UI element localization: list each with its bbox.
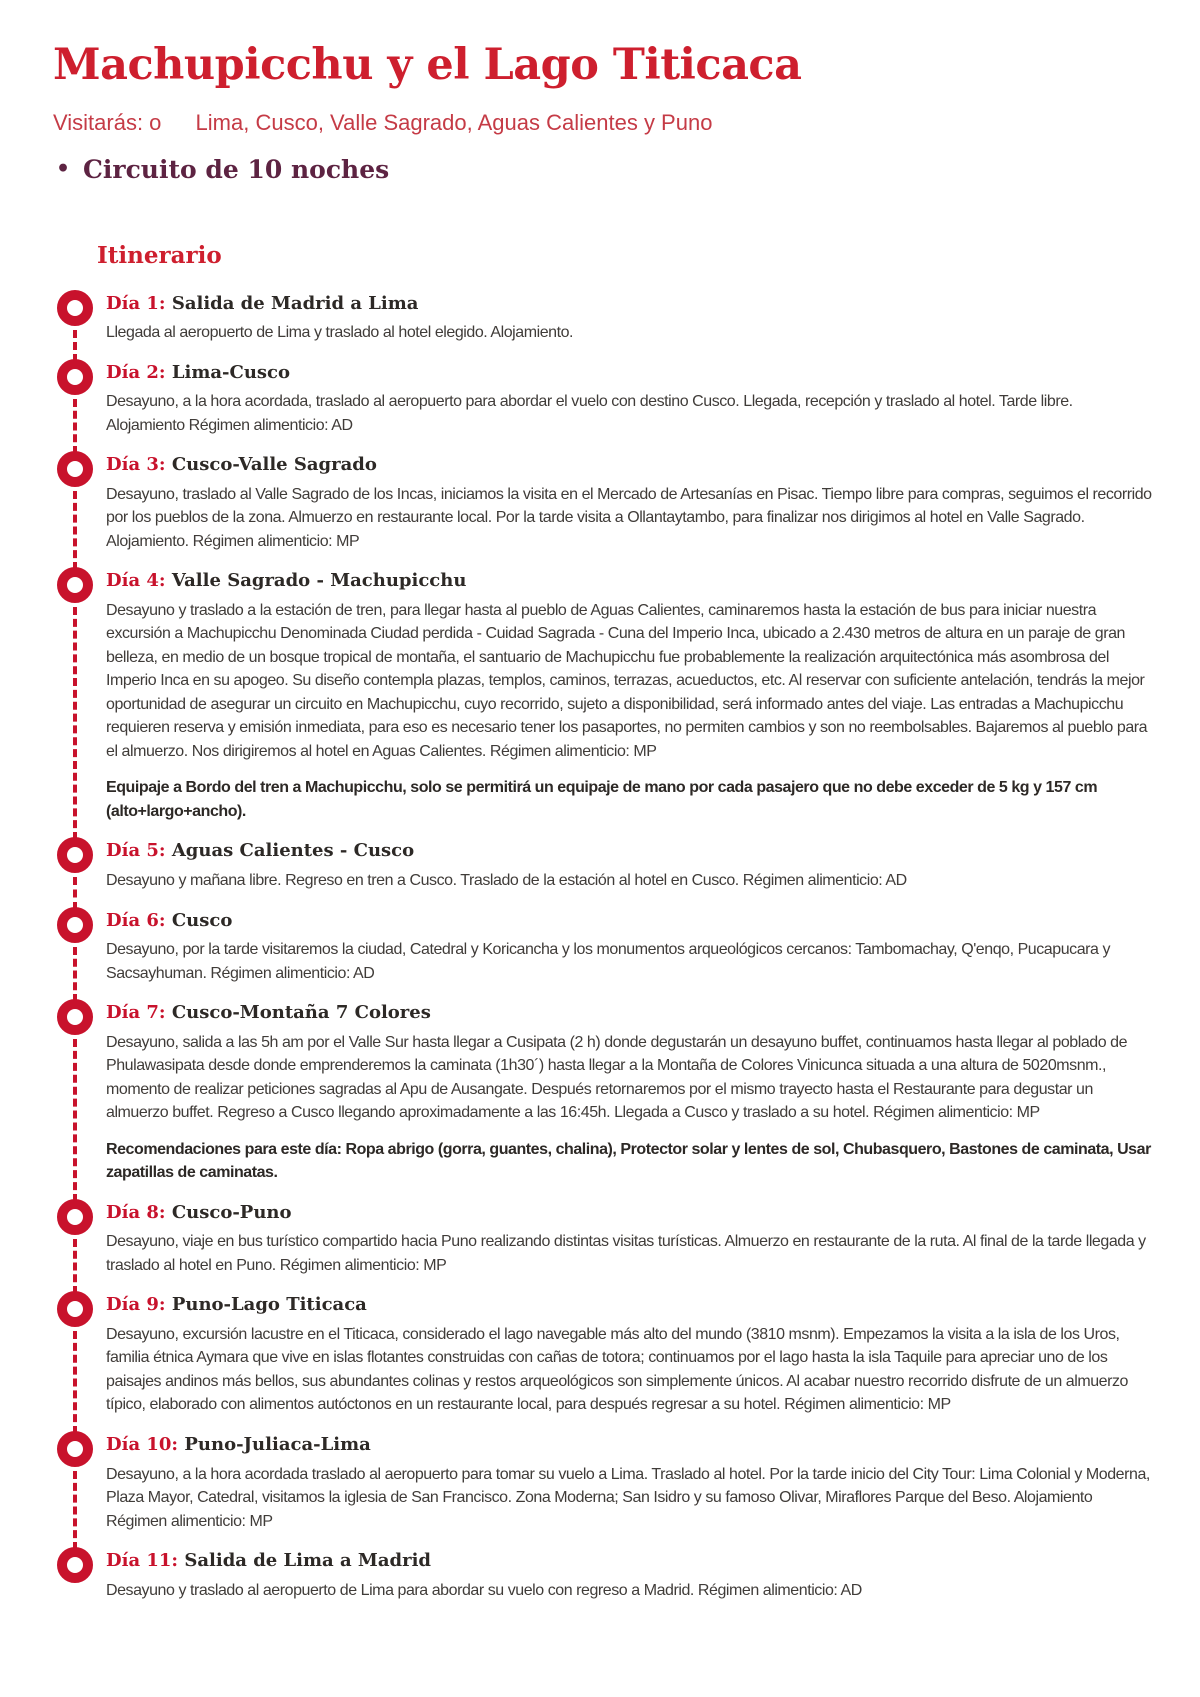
timeline-marker-column <box>53 1294 97 1434</box>
day-description: Desayuno, excursión lacustre en el Titicaca, considerado el lago navegable más alto del mundo (3810 msnm). Empezamos la visita a la isla de los Uros, familia étnica Aymara que vive en islas flotantes construidas con cañas de totora; continuamos por el lago hasta la isla Taquile para apreciar uno de los paisajes andinos más bellos, sus abundantes colinas y restos arqueológicos son simplemente únicos. Al acabar nuestro recorrido disfrute de un almuerzo típico, elaborado con alimentos autóctonos en un restaurante local, para después regresar a su hotel. Régimen alimenticio: MP <box>106 1325 1128 1414</box>
day-content <box>97 1550 1152 1619</box>
day-description: Desayuno, traslado al Valle Sagrado de los Incas, iniciamos la visita en el Mercado de Artesanías en Pisac. Tiempo libre para compras, seguimos el recorrido por los pueblos de la zona. Almuerzo en restaurante local. Por la tarde visita a Ollantaytambo, para finalizar nos dirigimos al hotel en Valle Sagrado. Alojamiento. Régimen alimenticio: MP <box>106 485 1152 550</box>
timeline-day-marker-icon <box>57 290 93 326</box>
circuit-line <box>53 155 1152 184</box>
day-description: Llegada al aeropuerto de Lima y traslado al hotel elegido. Alojamiento. <box>106 324 574 342</box>
day-header <box>106 454 1152 476</box>
timeline-day-marker-icon <box>57 1547 93 1583</box>
timeline-day-marker-icon <box>57 359 93 395</box>
itinerary-day-item <box>53 1294 1152 1434</box>
timeline-day-marker-icon <box>57 567 93 603</box>
timeline-connector-line <box>73 399 77 455</box>
day-content <box>97 1002 1152 1202</box>
timeline-marker-column <box>53 1002 97 1202</box>
day-note: Equipaje a Bordo del tren a Machupicchu, solo se permitirá un equipaje de mano por cada pasajero que no debe exceder de 5 kg y 157 cm (alto+largo+ancho). <box>106 779 1098 820</box>
timeline-day-marker-icon <box>57 1291 93 1327</box>
timeline-marker-column <box>53 1202 97 1295</box>
day-title: Aguas Calientes - Cusco <box>171 840 415 862</box>
itinerary-day-item <box>53 1434 1152 1550</box>
timeline-marker-column <box>53 293 97 362</box>
day-label: Día 5: <box>106 840 166 862</box>
page-title: Machupicchu y el Lago Titicaca <box>53 40 802 90</box>
itinerary-day-item <box>53 293 1152 362</box>
timeline-day-marker-icon <box>57 907 93 943</box>
day-header <box>106 1434 1152 1456</box>
timeline-connector-line <box>73 947 77 1003</box>
day-header <box>106 1550 1152 1572</box>
day-description: Desayuno y mañana libre. Regreso en tren a Cusco. Traslado de la estación al hotel en Cusco. Régimen alimenticio: AD <box>106 872 907 890</box>
timeline-marker-column <box>53 362 97 455</box>
itinerary-day-item <box>53 910 1152 1003</box>
day-header <box>106 910 1152 932</box>
day-title: Lima-Cusco <box>171 361 291 383</box>
day-header <box>106 1294 1152 1316</box>
day-label: Día 6: <box>106 909 166 931</box>
timeline-day-marker-icon <box>57 999 93 1035</box>
day-content <box>97 454 1152 570</box>
day-title: Cusco <box>171 909 233 931</box>
timeline-connector-line <box>73 877 77 909</box>
timeline-connector-line <box>73 1471 77 1550</box>
itinerary-day-item <box>53 570 1152 840</box>
day-label: Día 9: <box>106 1294 166 1316</box>
itinerary-heading: Itinerario <box>97 241 222 269</box>
day-label: Día 4: <box>106 570 166 592</box>
day-header <box>106 362 1152 384</box>
day-header <box>106 840 1152 862</box>
timeline-marker-column <box>53 910 97 1003</box>
itinerary-day-item <box>53 1550 1152 1619</box>
day-label: Día 3: <box>106 454 166 476</box>
day-label: Día 8: <box>106 1201 166 1223</box>
visits-line <box>53 110 1152 136</box>
itinerary-day-item <box>53 1002 1152 1202</box>
day-content <box>97 1434 1152 1550</box>
day-title: Puno-Juliaca-Lima <box>184 1433 371 1455</box>
timeline-connector-line <box>73 607 77 840</box>
day-content <box>97 362 1152 455</box>
visits-cities: Lima, Cusco, Valle Sagrado, Aguas Calientes y Puno <box>195 109 713 135</box>
day-content <box>97 570 1152 840</box>
day-description: Desayuno y traslado al aeropuerto de Lima para abordar su vuelo con regreso a Madrid. Régimen alimenticio: AD <box>106 1581 862 1599</box>
day-title: Cusco-Montaña 7 Colores <box>171 1002 431 1024</box>
day-title: Salida de Madrid a Lima <box>171 292 419 314</box>
day-label: Día 1: <box>106 292 166 314</box>
bullet-icon: • <box>56 156 71 183</box>
timeline-day-marker-icon <box>57 1431 93 1467</box>
day-description: Desayuno, viaje en bus turístico compartido hacia Puno realizando distintas visitas turísticas. Almuerzo en restaurante de la ruta. Al final de la tarde llegada y traslado al hotel en Puno. Régimen alimenticio: MP <box>106 1233 1146 1274</box>
day-title: Puno-Lago Titicaca <box>171 1294 367 1316</box>
day-header <box>106 570 1152 592</box>
timeline-day-marker-icon <box>57 837 93 873</box>
timeline-connector-line <box>73 491 77 570</box>
day-description: Desayuno, por la tarde visitaremos la ciudad, Catedral y Koricancha y los monumentos arqueológicos cercanos: Tambomachay, Q'enqo, Pucapucara y Sacsayhuman. Régimen alimenticio: AD <box>106 941 1111 982</box>
day-header <box>106 1202 1152 1224</box>
day-description: Desayuno y traslado a la estación de tren, para llegar hasta al pueblo de Aguas Calientes, caminaremos hasta la estación de bus para iniciar nuestra excursión a Machupicchu Denominada Ciudad perdida - Cuidad Sagrada - Cuna del Imperio Inca, ubicado a 2.430 metros de altura en un paraje de gran belleza, en medio de un bosque tropical de montaña, el santuario de Machupicchu fue probablemente la realización arquitectónica más asombrosa del Imperio Inca en su apogeo. Su diseño contempla plazas, templos, caminos, terrazas, acueductos, etc. Al reservar con suficiente antelación, tendrás la mejor oportunidad de asegurar un circuito en Machupicchu, cuyo recorrido, sujeto a disponibilidad, será informado antes del viaje. Las entradas a Machupicchu requieren reserva y emisión inmediata, para eso es necesario tener los pasaportes, no permiten cambios y son no reembolsables. Bajaremos al pueblo para el almuerzo. Nos dirigiremos al hotel en Aguas Calientes. Régimen alimenticio: MP <box>106 601 1148 760</box>
day-content <box>97 293 1152 362</box>
day-content <box>97 1294 1152 1434</box>
day-content <box>97 910 1152 1003</box>
timeline-marker-column <box>53 570 97 840</box>
day-label: Día 10: <box>106 1433 179 1455</box>
day-title: Valle Sagrado - Machupicchu <box>171 570 467 592</box>
day-header <box>106 1002 1152 1024</box>
itinerary-day-item <box>53 1202 1152 1295</box>
timeline-marker-column <box>53 454 97 570</box>
itinerary-day-item <box>53 840 1152 909</box>
day-description: Desayuno, a la hora acordada traslado al aeropuerto para tomar su vuelo a Lima. Traslado al hotel. Por la tarde inicio del City Tour: Lima Colonial y Moderna, Plaza Mayor, Catedral, visitamos la iglesia de San Francisco. Zona Moderna; San Isidro y su famoso Olivar, Miraflores Parque del Beso. Alojamiento Régimen alimenticio: MP <box>106 1465 1150 1530</box>
itinerary-day-item <box>53 454 1152 570</box>
timeline-connector-line <box>73 330 77 362</box>
day-header <box>106 293 1152 315</box>
timeline-day-marker-icon <box>57 451 93 487</box>
timeline-day-marker-icon <box>57 1199 93 1235</box>
day-title: Salida de Lima a Madrid <box>184 1550 431 1572</box>
itinerary-timeline <box>53 293 1152 1620</box>
day-label: Día 2: <box>106 361 166 383</box>
timeline-connector-line <box>73 1239 77 1295</box>
day-title: Cusco-Puno <box>171 1201 292 1223</box>
timeline-marker-column <box>53 840 97 909</box>
timeline-connector-line <box>73 1039 77 1202</box>
day-title: Cusco-Valle Sagrado <box>171 454 377 476</box>
day-description: Desayuno, salida a las 5h am por el Valle Sur hasta llegar a Cusipata (2 h) donde degustarán un desayuno buffet, continuamos hasta llegar al poblado de Phulawasipata desde donde emprenderemos la caminata (1h30´) hasta llegar a la Montaña de Colores Vinicunca situada a una altura de 5020msnm., momento de realizar peticiones sagradas al Apu de Ausangate. Después retornaremos por el mismo trayecto hasta el Restaurante para degustar un almuerzo buffet. Regreso a Cusco llegando aproximadamente a las 16:45h. Llegada a Cusco y traslado a su hotel. Régimen alimenticio: MP <box>106 1033 1128 1122</box>
day-content <box>97 1202 1152 1295</box>
day-description: Desayuno, a la hora acordada, traslado al aeropuerto para abordar el vuelo con destino Cusco. Llegada, recepción y traslado al hotel. Tarde libre. Alojamiento Régimen alimenticio: AD <box>106 393 1073 434</box>
timeline-marker-column <box>53 1550 97 1619</box>
day-content <box>97 840 1152 909</box>
day-note: Recomendaciones para este día: Ropa abrigo (gorra, guantes, chalina), Protector solar y lentes de sol, Chubasquero, Bastones de caminata, Usar zapatillas de caminatas. <box>106 1140 1151 1182</box>
day-label: Día 11: <box>106 1550 179 1572</box>
timeline-marker-column <box>53 1434 97 1550</box>
day-label: Día 7: <box>106 1002 166 1024</box>
circuit-text: Circuito de 10 noches <box>83 154 390 184</box>
visits-label: Visitarás: o <box>53 109 162 135</box>
timeline-connector-line <box>73 1331 77 1434</box>
itinerary-day-item <box>53 362 1152 455</box>
